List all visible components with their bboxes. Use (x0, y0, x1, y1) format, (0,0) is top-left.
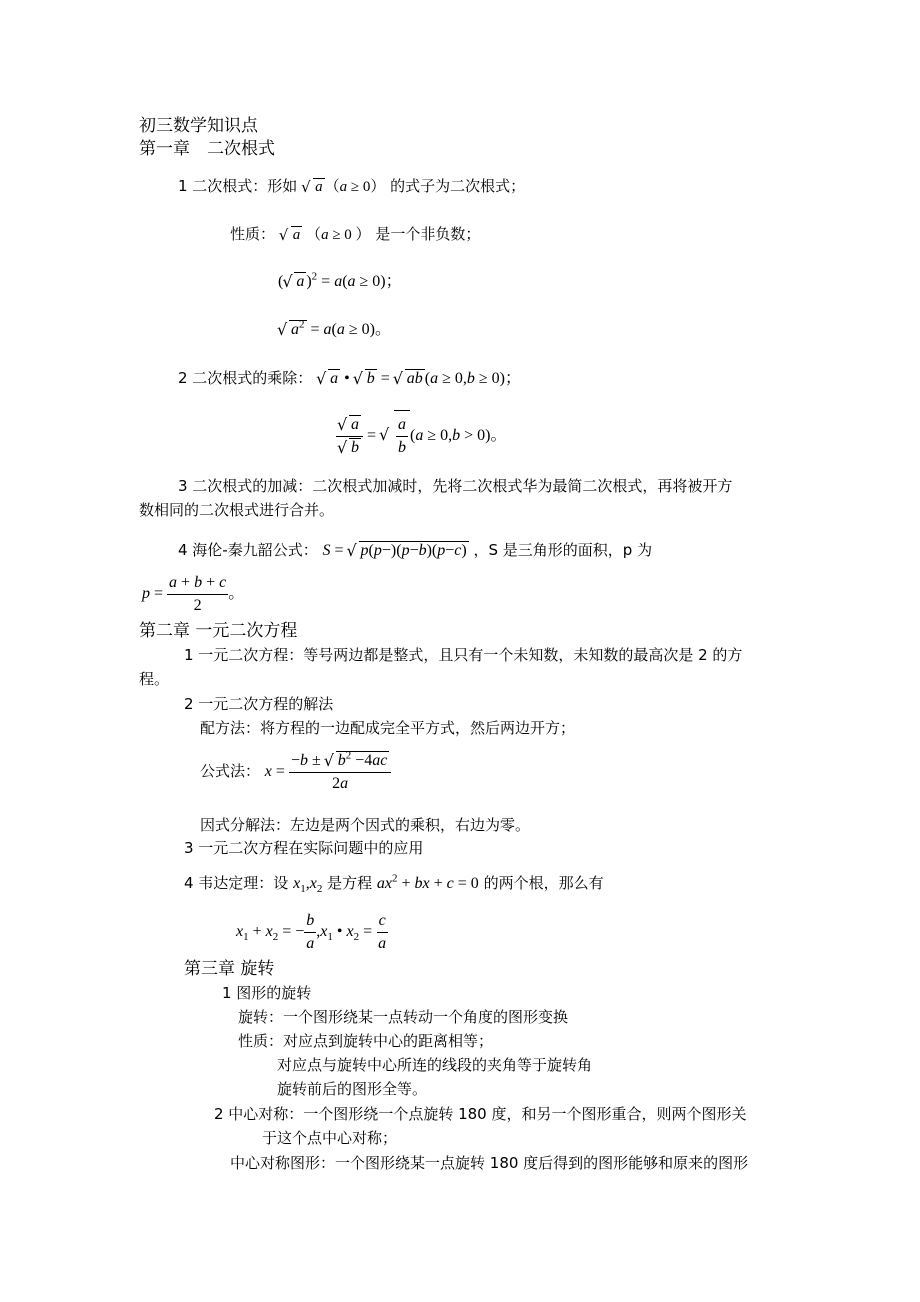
ch1-property: 性质： √ a （a ≥ 0 ） 是一个非负数； (230, 224, 480, 245)
chapter1-title: 第一章 二次根式 (139, 139, 275, 159)
formula-p-semiperimeter: p = $\frac{a + b + c}{2}$ 。 (142, 573, 245, 614)
ch2-yinshi: 因式分解法：左边是两个因式的乘积，右边为零。 (200, 816, 531, 834)
ch3-item1: 1 图形的旋转 (222, 984, 312, 1002)
formula-sqrt-a2: √ $a^2 = a(a \ge 0)$。 (278, 320, 391, 340)
ch3-rotation-property2: 对应点与旋转中心所连的线段的夹角等于旋转角 (277, 1056, 593, 1074)
ch2-item3: 3 一元二次方程在实际问题中的应用 (184, 839, 424, 857)
ch3-item2-line2: 于这个点中心对称； (262, 1129, 398, 1147)
formula-roots: $x_1,x_2$ (293, 875, 323, 896)
ch3-rotation-property1: 性质：对应点到旋转中心的距离相等； (238, 1032, 494, 1050)
ch2-item2: 2 一元二次方程的解法 (184, 695, 334, 713)
formula-sqrt-a-squared: (√ a )$^2$ = a(a ≥ 0)； (278, 272, 402, 292)
formula-vieta: $x_1 + x_2$ = − $\frac{b}{a}$ $,x_1$ • $x_2$ = $\frac{c}{a}$ (236, 911, 387, 952)
ch3-item2-line1: 2 中心对称：一个图形绕一个点旋转 180 度，和另一个图形重合，则两个图形关 (214, 1105, 747, 1123)
ch1-item2: 2 二次根式的乘除： √ a • √ b = √ ab (a ≥ 0,b ≥ 0)； (178, 368, 521, 389)
formula-quotient-rule: √ a √ b = √ $\frac{a}{b}$ (a ≥ 0,b > 0)。 (336, 410, 507, 461)
ch1-item1: 1 二次根式：形如 √ a （a ≥ 0） 的式子为二次根式； (178, 176, 525, 197)
ch3-rotation-definition: 旋转：一个图形绕某一点转动一个角度的图形变换 (238, 1008, 569, 1026)
formula-sqrt-a-cond: √ a （a ≥ 0 ） (280, 227, 371, 243)
ch2-item1-line2: 程。 (139, 670, 170, 688)
chapter3-title: 第三章 旋转 (184, 959, 275, 979)
ch2-peifang: 配方法：将方程的一边配成完全平方式，然后两边开方； (200, 719, 576, 737)
formula-heron: S = √ p(p−)(p−b)(p−c) (323, 542, 469, 559)
ch2-gongshi: 公式法： x = $\frac{-b \pm √ b^2 -4ac}{2a}$ (200, 745, 391, 798)
ch1-item4: 4 海伦-秦九韶公式： S = √ p(p−)(p−b)(p−c) ，S 是三角形的面积，p 为 (178, 540, 652, 561)
formula-sqrt-a: √ a （a ≥ 0） (302, 179, 385, 195)
ch1-item3-line1: 3 二次根式的加减：二次根式加减时，先将二次根式华为最简二次根式，再将被开方 (178, 477, 733, 495)
ch1-item3-line2: 数相同的二次根式进行合并。 (139, 501, 335, 519)
formula-quadratic: x = $\frac{-b \pm √ b^2 -4ac}{2a}$ (265, 763, 392, 780)
ch3-central-figure: 中心对称图形：一个图形绕某一点旋转 180 度后得到的图形能够和原来的图形 (230, 1154, 749, 1172)
formula-product-rule: √ a • √ b = √ ab (a ≥ 0,b ≥ 0)； (317, 370, 521, 387)
page-title: 初三数学知识点 (139, 116, 258, 136)
formula-quadratic-equation: $ax^2$ + bx + c = 0 (376, 872, 479, 892)
ch2-item4: 4 韦达定理：设 $x_1,x_2$ 是方程 $ax^2$ + bx + c = 0 的两个根，那么有 (184, 872, 604, 896)
chapter2-title: 第二章 一元二次方程 (139, 621, 298, 641)
ch2-item1-line1: 1 一元二次方程：等号两边都是整式，且只有一个未知数，未知数的最高次是 2 的方 (184, 646, 743, 664)
ch3-rotation-property3: 旋转前后的图形全等。 (277, 1080, 428, 1098)
